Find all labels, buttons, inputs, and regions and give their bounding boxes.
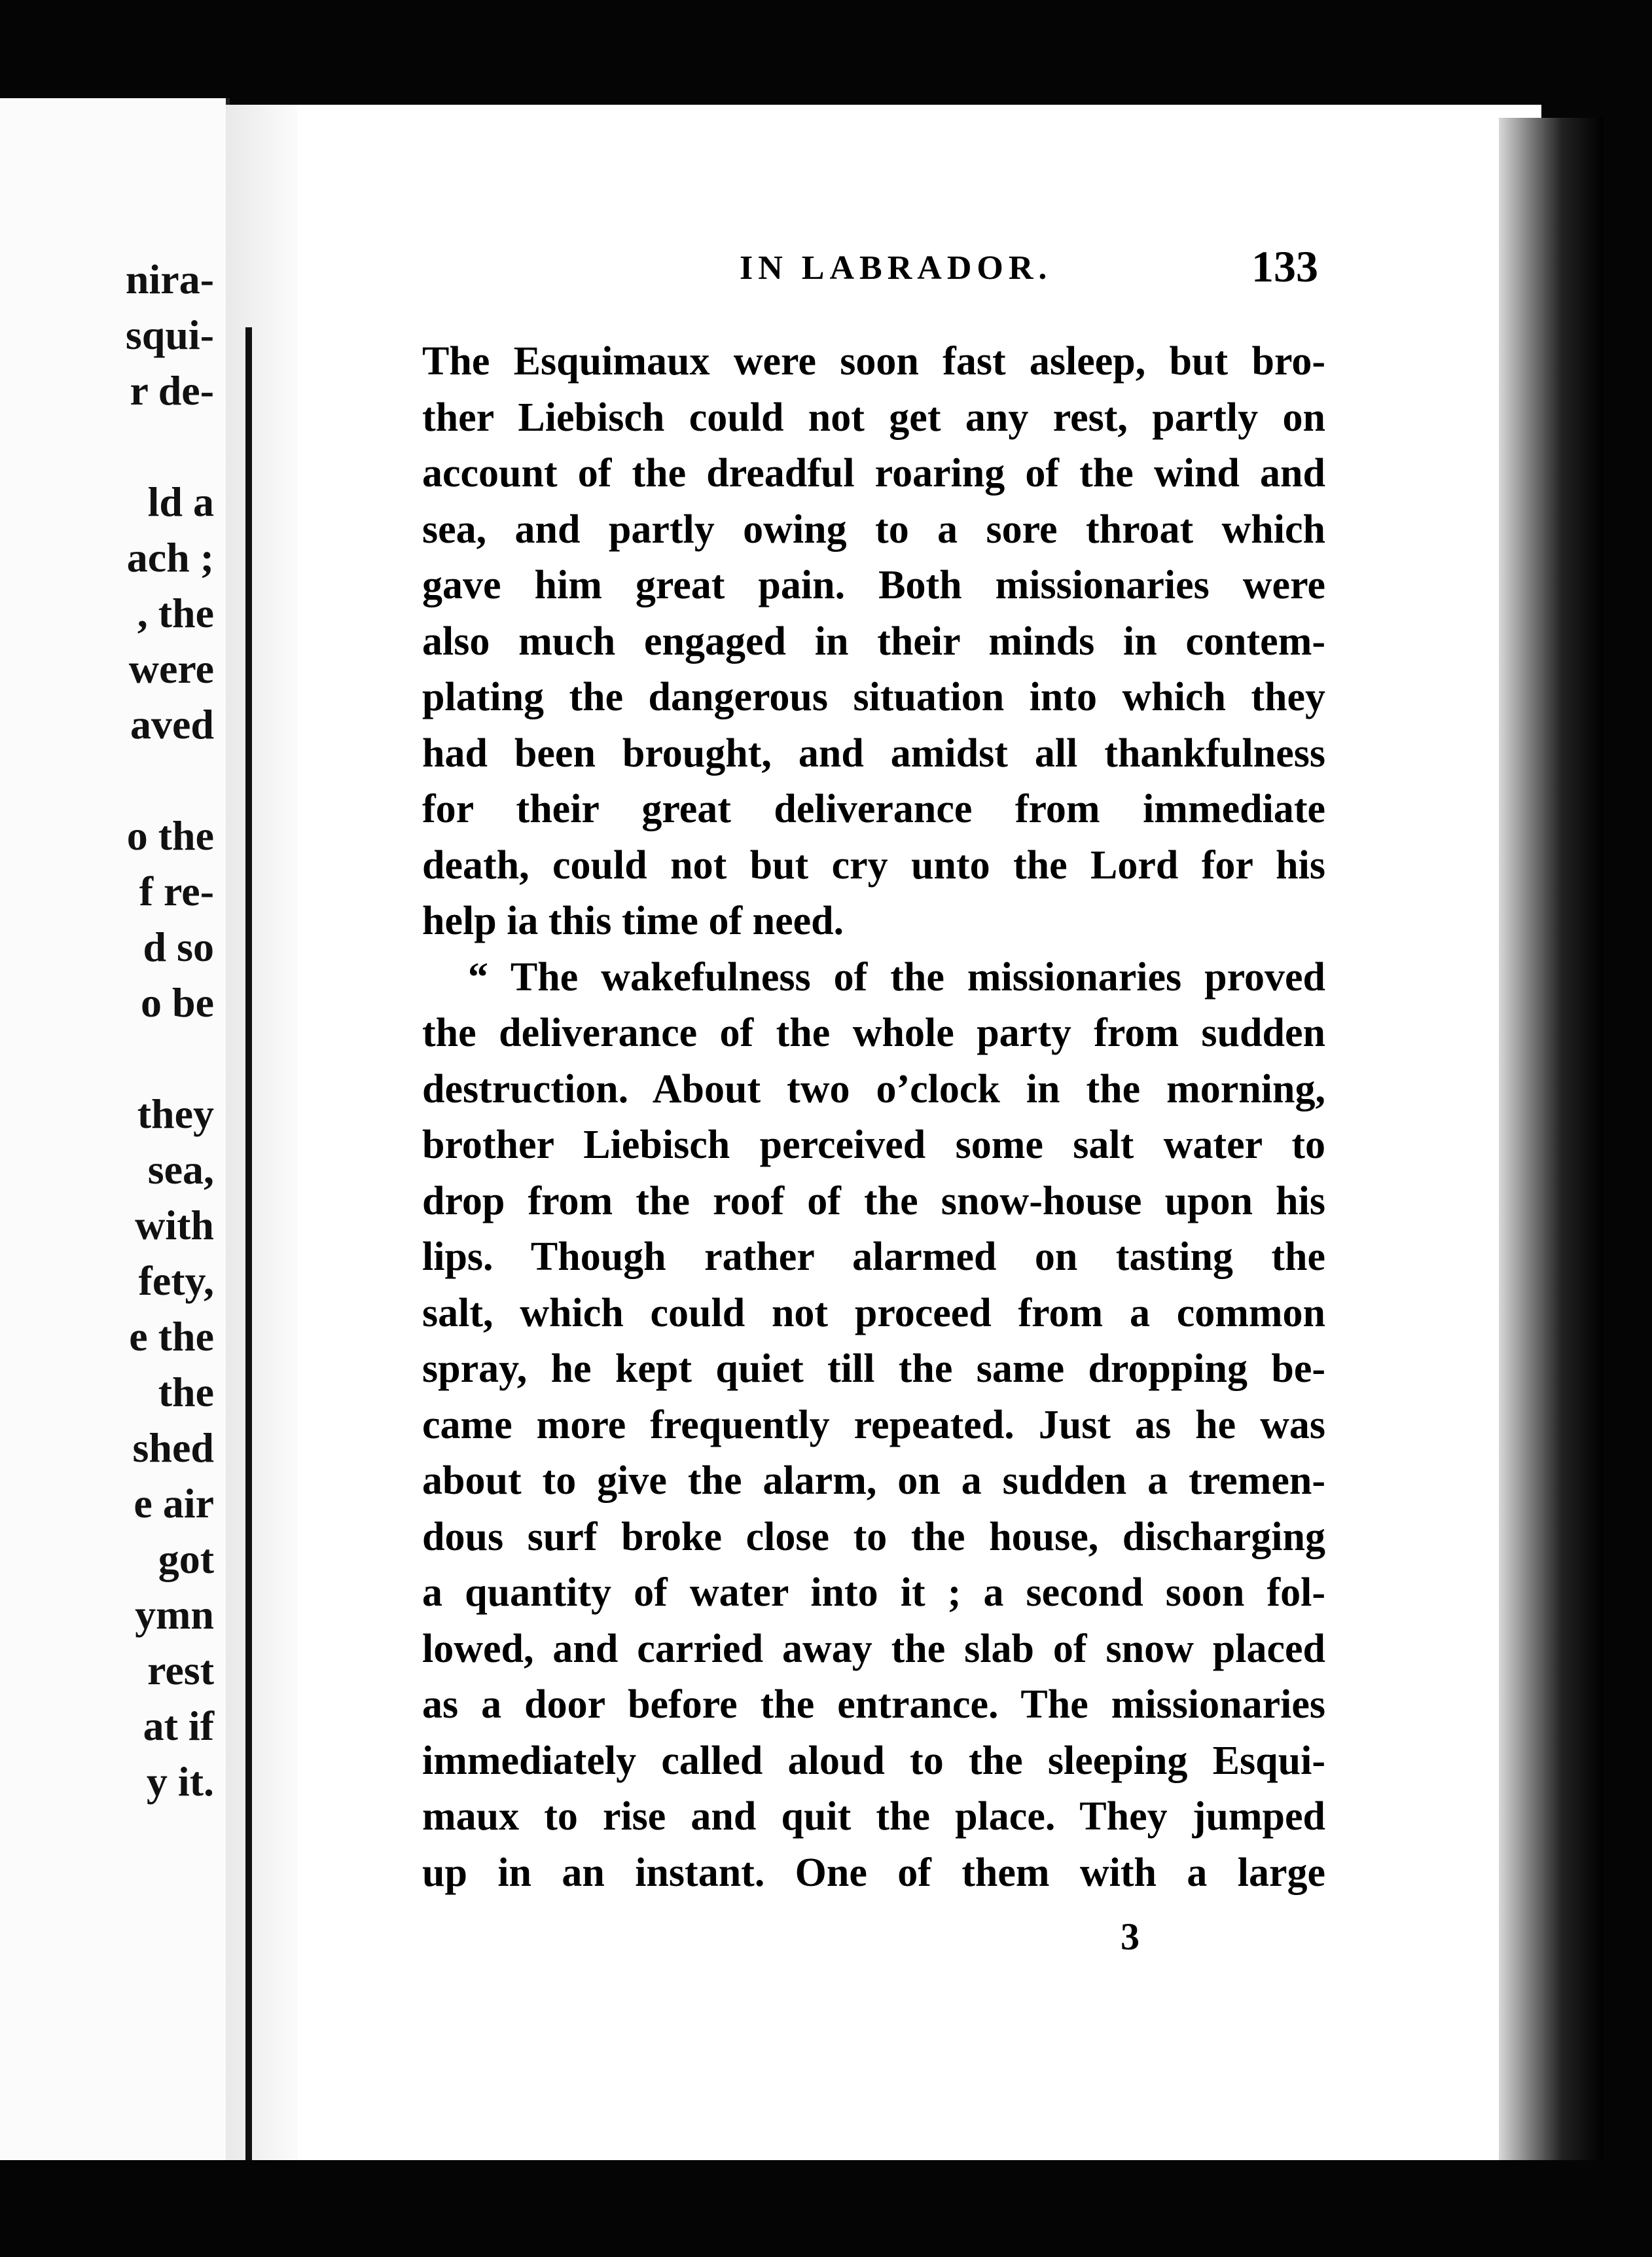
previous-page-fragment: sea, — [147, 1146, 214, 1193]
previous-page-fragment: ach ; — [126, 534, 214, 581]
previous-page-fragment: ymn — [135, 1591, 214, 1638]
text-line: ther Liebisch could not get any rest, partly on — [422, 395, 1325, 440]
previous-page-fragment: nira- — [125, 256, 214, 302]
text-line: drop from the roof of the snow-house upon his — [422, 1178, 1325, 1223]
text-line: sea, and partly owing to a sore throat which — [422, 507, 1325, 552]
text-line: for their great deliverance from immediate — [422, 787, 1325, 831]
text-line: up in an instant. One of them with a large — [422, 1850, 1325, 1895]
binding-stitch — [245, 327, 252, 2160]
text-line: lowed, and carried away the slab of snow placed — [422, 1626, 1325, 1671]
text-line: spray, he kept quiet till the same dropping be- — [422, 1346, 1325, 1391]
previous-page-fragment: the — [158, 1369, 214, 1415]
text-line: came more frequently repeated. Just as he was — [422, 1402, 1325, 1447]
previous-page — [0, 98, 230, 2160]
running-head: IN LABRADOR. — [740, 249, 1052, 287]
text-line: “ The wakefulness of the missionaries proved — [468, 954, 1325, 1000]
text-line: maux to rise and quit the place. They jumped — [422, 1794, 1325, 1839]
text-line: The Esquimaux were soon fast asleep, but bro- — [422, 339, 1325, 384]
previous-page-fragment: o the — [126, 812, 214, 859]
previous-page-fragment: e air — [134, 1480, 214, 1526]
previous-page-fragment: o be — [141, 979, 214, 1026]
previous-page-fragment: with — [135, 1202, 214, 1248]
text-line: immediately called aloud to the sleeping Esqui- — [422, 1738, 1325, 1783]
text-line: had been brought, and amidst all thankfulness — [422, 731, 1325, 776]
text-line: gave him great pain. Both missionaries were — [422, 563, 1325, 607]
previous-page-fragment: ld a — [147, 478, 214, 525]
previous-page-fragment: shed — [132, 1424, 214, 1471]
text-line: as a door before the entrance. The missionaries — [422, 1682, 1325, 1727]
previous-page-fragment: d so — [143, 924, 214, 970]
text-line: the deliverance of the whole party from sudden — [422, 1011, 1325, 1055]
text-line: a quantity of water into it ; a second soon fol- — [422, 1570, 1325, 1615]
text-line: also much engaged in their minds in contem- — [422, 619, 1325, 664]
text-line: lips. Though rather alarmed on tasting the — [422, 1235, 1325, 1279]
previous-page-fragment: , the — [137, 590, 214, 636]
previous-page-fragment: f re- — [139, 868, 214, 914]
text-line: about to give the alarm, on a sudden a tremen- — [422, 1458, 1325, 1503]
previous-page-fragment: at if — [143, 1703, 214, 1749]
book-gutter — [226, 105, 304, 2160]
text-line: salt, which could not proceed from a common — [422, 1290, 1325, 1335]
previous-page-fragment: got — [158, 1536, 214, 1582]
previous-page-fragment: y it. — [146, 1758, 214, 1805]
previous-page-fragment: e the — [129, 1313, 214, 1360]
previous-page-fragment: rest — [147, 1647, 214, 1693]
page-edge-shadow — [1499, 118, 1604, 2160]
text-line: plating the dangerous situation into which they — [422, 675, 1325, 719]
previous-page-fragment: were — [128, 645, 214, 692]
previous-page-fragment: fety, — [138, 1257, 214, 1304]
signature-mark: 3 — [1121, 1915, 1140, 1958]
page-body-text — [422, 334, 1325, 1901]
text-line: account of the dreadful roaring of the wind and — [422, 451, 1325, 496]
text-line: death, could not but cry unto the Lord for his — [422, 842, 1325, 888]
previous-page-fragment: squi- — [125, 312, 214, 358]
previous-page-fragment: r de- — [130, 367, 214, 414]
text-line: destruction. About two o’clock in the morning, — [422, 1066, 1325, 1111]
page-number: 133 — [1251, 242, 1318, 291]
previous-page-fragment: aved — [130, 701, 214, 748]
text-line: brother Liebisch perceived some salt water to — [422, 1123, 1325, 1167]
text-line: dous surf broke close to the house, discharging — [422, 1514, 1325, 1559]
text-line: help ia this time of need. — [422, 899, 844, 943]
previous-page-fragment: they — [137, 1091, 214, 1137]
